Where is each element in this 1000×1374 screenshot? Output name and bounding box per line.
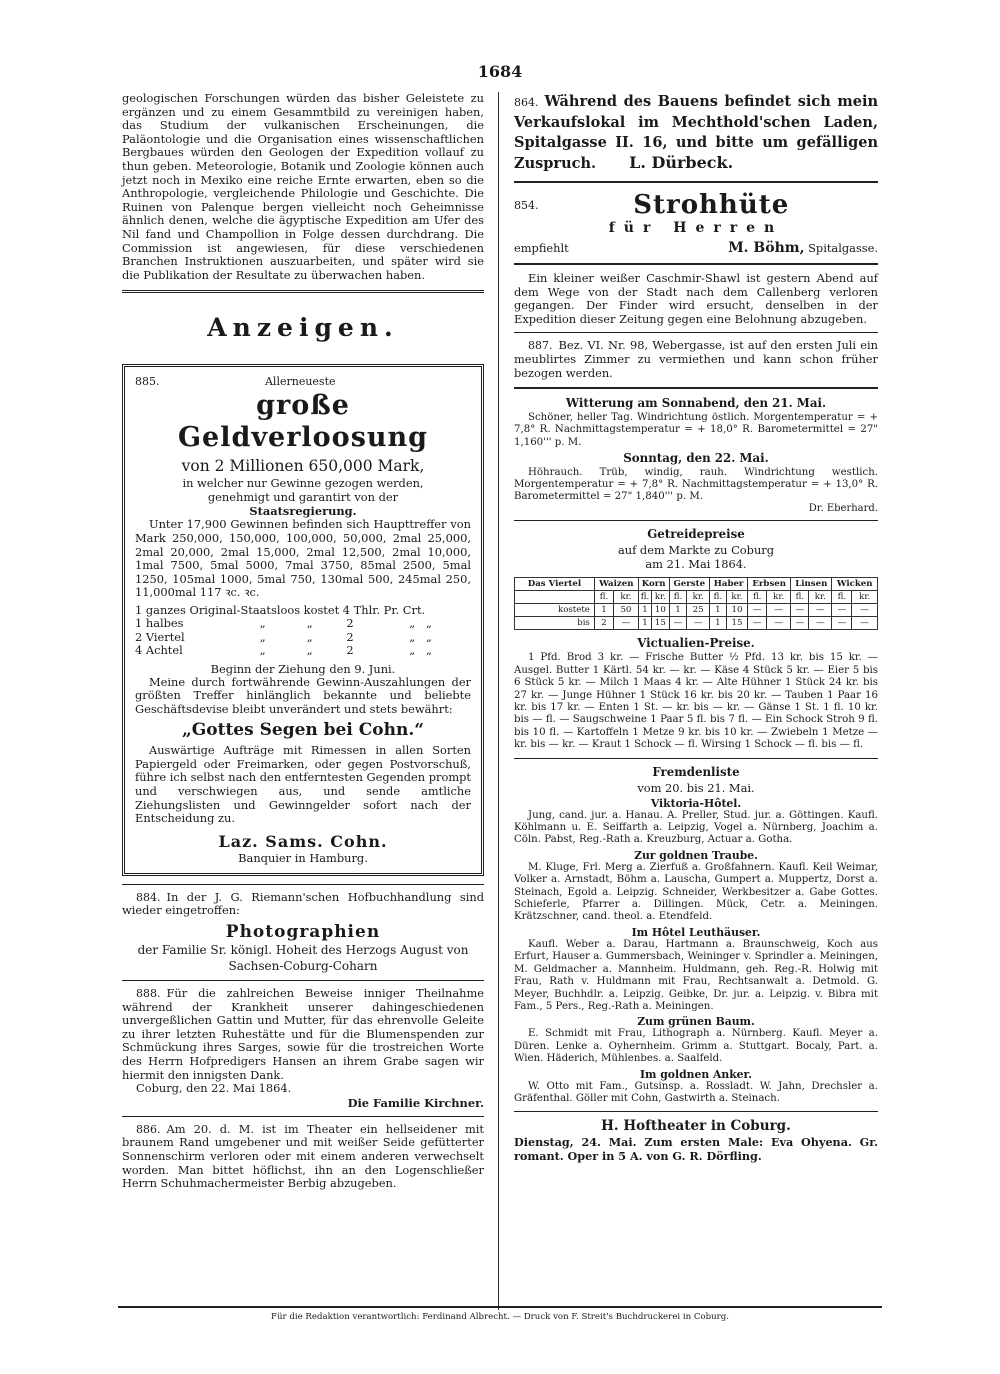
ad-884-body: In der J. G. Riemann'schen Hofbuchhandlung sind wieder eingetroffen: [122, 889, 484, 918]
unit-kr: kr. [852, 591, 878, 604]
ad-854-signature: M. Böhm, [728, 240, 805, 256]
unit-fl: fl. [832, 591, 852, 604]
divider [514, 181, 878, 183]
weather-sunday: Höhrauch. Trüb, windig, rauh. Windrichtung westlich. Morgentemperatur = + 7,8° R. Nachmittagstemperatur = + 13,0° R. Barometermittel = 27" 1,840''' p. M. [514, 466, 878, 503]
grain-cell: — [809, 604, 832, 617]
ditto-mark [370, 644, 471, 657]
grain-cell: — [791, 604, 809, 617]
price-item: 1 ganzes Original-Staatsloos kostet 4 Thlr. Pr. Crt. [135, 602, 426, 617]
lottery-text: Auswärtige Aufträge mit Rimessen in allen Sorten Papiergeld oder Freimarken, oder gegen Postvorschuß, führe ich selbst nach den entferntesten Gegenden prompt und verschwiegen aus, und sende amtliche Ziehungslisten und Gewinngelder sofort nach der Entscheidung zu. [135, 743, 471, 826]
ad-888-text [122, 987, 484, 1082]
grain-cell: 15 [652, 617, 669, 630]
grain-date: am 21. Mai 1864. [645, 557, 747, 572]
hotel-heading: Im Hôtel Leuthäuser. [631, 925, 761, 939]
ad-number: 854. [514, 198, 539, 212]
divider [514, 520, 878, 521]
ad-854-signature-row [514, 240, 878, 256]
strawhats-title: Strohhüte [633, 190, 790, 220]
grain-header: Das Viertel [515, 578, 595, 591]
grain-subtitle: auf dem Markte zu Coburg [617, 543, 775, 558]
ditto-mark: „ [259, 629, 266, 644]
ad-864-signature: L. Dürbeck. [629, 153, 734, 172]
ad-number: 888. [136, 987, 161, 1001]
weather-saturday: Schöner, heller Tag. Windrichtung östlich. Morgentemperatur = + 7,8° R. Nachmittagstemperatur = + 18,0° R. Barometermittel = 27" 1,160''' p. M. [514, 412, 878, 448]
ad-854-signature-wrap [728, 240, 878, 256]
ditto-mark [370, 617, 471, 630]
grain-cell: — [852, 604, 878, 617]
guest-list-date: vom 20. bis 21. Mai. [637, 780, 755, 795]
grain-cell: — [767, 604, 791, 617]
price-row [135, 604, 471, 617]
unit-fl: fl. [594, 591, 613, 604]
hotel-heading: Im goldnen Anker. [640, 1067, 752, 1081]
divider [122, 884, 484, 885]
ad-number: 886. [136, 1122, 161, 1136]
grain-cell: — [669, 617, 687, 630]
ad-888-signature: Die Familie Kirchner. [347, 1095, 484, 1110]
lottery-motto: „Gottes Segen bei Cohn.“ [181, 720, 425, 741]
ad-886-text [122, 1123, 484, 1191]
grain-cell: — [687, 617, 710, 630]
grain-header-row [515, 578, 878, 591]
unit-fl: fl. [791, 591, 809, 604]
theater-notice [514, 1118, 878, 1163]
grain-header: Linsen [791, 578, 832, 591]
grain-header: Erbsen [748, 578, 791, 591]
ditto-mark: „ [259, 643, 266, 658]
ditto-mark: „ [426, 629, 432, 644]
lottery-prizes: Unter 17,900 Gewinnen befinden sich Haupttreffer von Mark 250,000, 150,000, 100,000, 50,000, 2mal 25,000, 2mal 20,000, 2mal 15,000, 2mal 12,500, 2mal 10,000, 1mal 7500, 5mal 5000, 7mal 3750, 85mal 2500, 5mal 1250, 105mal 1000, 5mal 750, 130mal 500, 245mal 250, 11,000mal 117 ꝛc. ꝛc. [135, 517, 471, 600]
ad-864-body: Während des Bauens befindet sich mein Verkaufslokal im Mechthold'schen Laden, Spitalgasse II. 16, und bitte um gefälligen Zuspruch. [514, 93, 878, 172]
weather-signature: Dr. Eberhard. [808, 503, 878, 515]
ad-887-text [514, 339, 878, 380]
price-value: 2 [346, 643, 354, 658]
ad-854-head [514, 190, 878, 220]
ad-854-strawhats [514, 190, 878, 256]
weather-title-saturday: Witterung am Sonnabend, den 21. Mai. [565, 396, 827, 411]
ditto-mark: „ [409, 629, 416, 644]
ad-888-body: Für die zahlreichen Beweise inniger Theilnahme während der Krankheit unserer dahingeschiedenen unvergeßlichen Gattin und Mutter, für das ehrenvolle Geleite zu ihrer letzten Ruhestätte und für die Blumenspenden zur Schmückung ihres Sarges, sowie für die trostreichen Worte des Herrn Hofpredigers Hansen an ihrem Grabe sagen wir hiermit den innigsten Dank. [122, 986, 484, 1082]
hotel-guests: Kaufl. Weber a. Darau, Hartmann a. Braunschweig, Koch aus Erfurt, Hauser a. Gummersbach, Weininger v. Sprindler a. Meiningen, M. Geldmacher a. Mannheim. Huldmann, geh. Reg.-R. Holwig mit Frau, Rath v. Huldmann mit Frau, Rechtsanwalt a. Detmold. G. Meyer, Buchhdlr. a. Leipzig. Geibke, Dr. jur. a. Leipzig. v. Bibra mit Fam., 5 Pers., Reg.-Rath a. Meiningen. [514, 938, 878, 1012]
divider [514, 1111, 878, 1112]
theater-title: H. Hoftheater in Coburg. [601, 1118, 791, 1135]
grain-cell: — [748, 617, 767, 630]
hotel-guests: M. Kluge, Frl. Merg a. Zierfuß a. Großfahnern. Kaufl. Keil Weimar, Volker a. Arnstadt, Böhm a. Lauscha, Gumpert a. Muppertz, Dorst a. Steinach, Egold a. Leipzig. Schneider, Werkbesitzer a. Gabe Gottes. Schieferle, Pfarrer a. Dillingen. Mück, Cetr. a. Meiningen. Krätzschner, cand. theol. a. Etendfeld. [514, 861, 878, 923]
unit-kr: kr. [767, 591, 791, 604]
grain-row-label: bis [515, 617, 595, 630]
grain-cell: 1 [638, 617, 652, 630]
hotel-heading: Zur goldnen Traube. [634, 848, 758, 862]
ad-887-body: Bez. VI. Nr. 98, Webergasse, ist auf den ersten Juli ein meublirtes Zimmer zu vermiethen und kann schon früher bezogen werden. [514, 338, 878, 380]
lottery-signature-sub: Banquier in Hamburg. [238, 850, 368, 865]
lottery-signature: Laz. Sams. Cohn. [218, 831, 388, 851]
unit-kr: kr. [687, 591, 710, 604]
unit-kr: kr. [726, 591, 747, 604]
imprint-footer: Für die Redaktion verantwortlich: Ferdinand Albrecht. — Druck von F. Streit's Buchdruckerei in Coburg. [271, 1312, 729, 1322]
price-item: 4 Achtel [135, 643, 183, 658]
lottery-text: Meine durch fortwährende Gewinn-Auszahlungen der größten Treffer hinlänglich bekannte und beliebte Geschäftsdevise bleibt unverändert und stets bewährt: [135, 674, 471, 716]
grain-cell: 25 [687, 604, 710, 617]
lottery-line: genehmigt und garantirt von der [207, 490, 399, 505]
ditto-mark: „ [409, 643, 416, 658]
grain-table [514, 577, 878, 630]
guest-list [514, 765, 878, 1106]
ditto-mark: „ [426, 643, 432, 658]
weather-title-sunday: Sonntag, den 22. Mai. [623, 450, 769, 465]
weather-report [514, 396, 878, 514]
unit-fl: fl. [669, 591, 687, 604]
hotel-guests: W. Otto mit Fam., Gutsinsp. a. Rossladt. W. Jahn, Drechsler a. Gräfenthal. Göller mit Cohn, Gastwirth a. Steinach. [514, 1080, 878, 1104]
price-item: 1 halbes [135, 616, 184, 631]
anzeigen-heading: Anzeigen. [207, 313, 399, 343]
grain-header: Wicken [832, 578, 878, 591]
grain-cell: — [832, 604, 852, 617]
grain-header: Korn [638, 578, 669, 591]
hotel-heading: Viktoria-Hôtel. [650, 796, 742, 810]
price-value: 2 [346, 616, 354, 631]
victuals-prices [514, 636, 878, 751]
ad-shawl-text: Ein kleiner weißer Caschmir-Shawl ist gestern Abend auf dem Wege von der Stadt nach dem Callenberg verloren gegangen. Der Finder wird ersucht, denselben in der Expedition dieser Zeitung gegen eine Belohnung abzugeben. [514, 271, 878, 326]
ad-854-place: Spitalgasse. [808, 241, 878, 255]
ditto-mark: „ [409, 616, 416, 631]
hotel-guests: E. Schmidt mit Frau, Lithograph a. Nürnberg. Kaufl. Meyer a. Düren. Lenke a. Oyhernheim. Grimm a. Stuttgart. Bocaly, Part. a. Wien. Häderich, Mühlenbes. a. Saalfeld. [514, 1028, 878, 1065]
ad-intro: Allerneueste [264, 375, 336, 389]
price-row [135, 617, 471, 630]
grain-cell: 1 [594, 604, 613, 617]
ditto-mark: „ [306, 643, 313, 658]
grain-header: Haber [710, 578, 748, 591]
hotel-heading: Zum grünen Baum. [637, 1015, 755, 1029]
unit-fl: fl. [710, 591, 727, 604]
grain-cell: — [809, 617, 832, 630]
right-column [514, 92, 878, 1163]
grain-cell: 1 [710, 604, 727, 617]
grain-cell: 2 [594, 617, 613, 630]
ad-number: 885. [135, 375, 160, 389]
grain-cell: — [791, 617, 809, 630]
victuals-text: 1 Pfd. Brod 3 kr. — Frische Butter ½ Pfd. 13 kr. bis 15 kr. — Ausgel. Butter 1 Kärtl. 54 kr. — kr. — Käse 4 Stück 5 kr. — Eier 5 bis 6 Stück 5 kr. — Milch 1 Maas 4 kr. — Alte Hühner 1 Stück 24 kr. bis 27 kr. — Junge Hühner 1 Stück 16 kr. bis 20 kr. — Tauben 1 Paar 16 kr. bis 17 kr. — Enten 1 St. — kr. bis — kr. — Gänse 1 St. 1 fl. 10 kr. bis — fl. — Saugschweine 1 Paar 5 fl. bis 7 fl. — Ein Schock Stroh 9 fl. bis 10 fl. — Kartoffeln 1 Metze 9 kr. bis 10 kr. — Zwiebeln 1 Metze — kr. bis — kr. — Kraut 1 Schock — fl. Wirsing 1 Schock — fl. bis — fl. [514, 652, 878, 751]
ad-885-head [135, 375, 471, 388]
grain-prices [514, 527, 878, 630]
grain-cell: — [832, 617, 852, 630]
divider [514, 332, 878, 333]
lottery-line: Staatsregierung. [249, 504, 357, 519]
unit-fl: fl. [638, 591, 652, 604]
grain-cell [515, 591, 595, 604]
ad-886-body: Am 20. d. M. ist im Theater ein hellseidener mit braunem Rand umgebener und mit weißer Seide gefütterter Sonnenschirm verloren oder mit einem anderen verwechselt worden. Man bittet höflichst, ihn an den Logenschließer Herrn Schuhmachermeister Berbig abzugeben. [122, 1121, 484, 1191]
theater-text: Dienstag, 24. Mai. Zum ersten Male: Eva Ohyena. Gr. romant. Oper in 5 A. von G. R. Dörfling. [514, 1135, 878, 1163]
ad-854-lead: empfiehlt [514, 241, 569, 255]
ditto-mark: „ [306, 616, 313, 631]
grain-title: Getreidepreise [647, 527, 745, 542]
ad-number: 884. [136, 890, 161, 904]
grain-row-bis [515, 617, 878, 630]
grain-unit-row [515, 591, 878, 604]
hotel-guests: Jung, cand. jur. a. Hanau. A. Preller, Stud. jur. a. Göttingen. Kaufl. Köhlmann u. E. Seiffarth a. Leipzig, Vogel a. Nürnberg, Joachim a. Cöln. Pabst, Reg.-Rath a. Kreuzburg, Actuar a. Gotha. [514, 809, 878, 846]
grain-cell: 15 [726, 617, 747, 630]
grain-cell: 1 [710, 617, 727, 630]
lottery-line: in welcher nur Gewinne gezogen werden, [182, 476, 424, 491]
divider [514, 387, 878, 389]
grain-cell: 1 [638, 604, 652, 617]
ditto-mark [370, 631, 471, 644]
ad-number: 864. [514, 96, 539, 109]
section-divider [122, 290, 484, 293]
grain-cell: — [767, 617, 791, 630]
unit-kr: kr. [614, 591, 639, 604]
grain-row-kostete [515, 604, 878, 617]
divider [122, 980, 484, 981]
grain-header: Waizen [594, 578, 638, 591]
price-row [135, 644, 471, 657]
price-row [135, 631, 471, 644]
guest-list-title: Fremdenliste [652, 764, 740, 779]
left-column [122, 92, 484, 1191]
intro-paragraph: geologischen Forschungen würden das bisher Geleistete zu ergänzen und zu einem Gesammtbild zu vereinigen haben, das Studium der vulkanischen Erscheinungen, die Paläontologie und die Organisation eines wissenschaftlichen Bergbaues würden den Geologen der Expedition vollauf zu thun geben. Meteorologie, Botanik und Zoologie können auch jetzt noch in Mexiko eine reiche Ernte erwarten, eben so die Anthropologie, vergleichende Philologie und Geschichte. Die Ruinen von Palenque bergen vielleicht noch Geheimnisse ähnlich denen, welche die ägyptische Expedition am Ufer des Nil fand und Champollion in Folge dessen durchdrang. Die Commission ist angewiesen, für diese verschiedenen Branchen Instruktionen auszuarbeiten, und später wird sie die Publikation der Resultate zu überwachen haben. [122, 91, 484, 282]
divider [122, 1116, 484, 1117]
ad-number: 887. [528, 339, 553, 353]
ditto-mark: „ [426, 616, 432, 631]
price-value: 2 [346, 629, 354, 644]
unit-fl: fl. [748, 591, 767, 604]
ditto-mark: „ [306, 629, 313, 644]
grain-cell: 10 [652, 604, 669, 617]
photo-title: Photographien [225, 922, 381, 943]
photo-subtitle: der Familie Sr. königl. Hoheit des Herzogs August von Sachsen-Coburg-Coharn [137, 943, 469, 974]
lottery-price-table [135, 604, 471, 658]
draw-date: Beginn der Ziehung den 9. Juni. [210, 661, 396, 676]
ditto-mark: „ [259, 616, 266, 631]
divider [514, 263, 878, 265]
grain-row-label: kostete [515, 604, 595, 617]
ad-864-text [514, 92, 878, 174]
ad-888-date: Coburg, den 22. Mai 1864. [136, 1081, 292, 1096]
divider [514, 758, 878, 759]
grain-cell: 50 [614, 604, 639, 617]
footer-rule [118, 1306, 882, 1308]
grain-cell: 10 [726, 604, 747, 617]
victuals-title: Victualien-Preise. [637, 636, 755, 651]
column-divider [498, 92, 499, 1310]
ad-884-text [122, 891, 484, 918]
strawhats-subtitle: für Herren [608, 220, 784, 236]
unit-kr: kr. [652, 591, 669, 604]
grain-cell: — [852, 617, 878, 630]
lottery-subtitle: von 2 Millionen 650,000 Mark, [181, 457, 425, 476]
ad-885-lottery [122, 364, 484, 876]
lottery-title: große Geldverloosung [177, 390, 429, 454]
grain-cell: 1 [669, 604, 687, 617]
grain-header: Gerste [669, 578, 710, 591]
grain-cell: — [748, 604, 767, 617]
price-item: 2 Viertel [135, 629, 185, 644]
grain-cell: — [614, 617, 639, 630]
page-number: 1684 [477, 62, 523, 81]
unit-kr: kr. [809, 591, 832, 604]
